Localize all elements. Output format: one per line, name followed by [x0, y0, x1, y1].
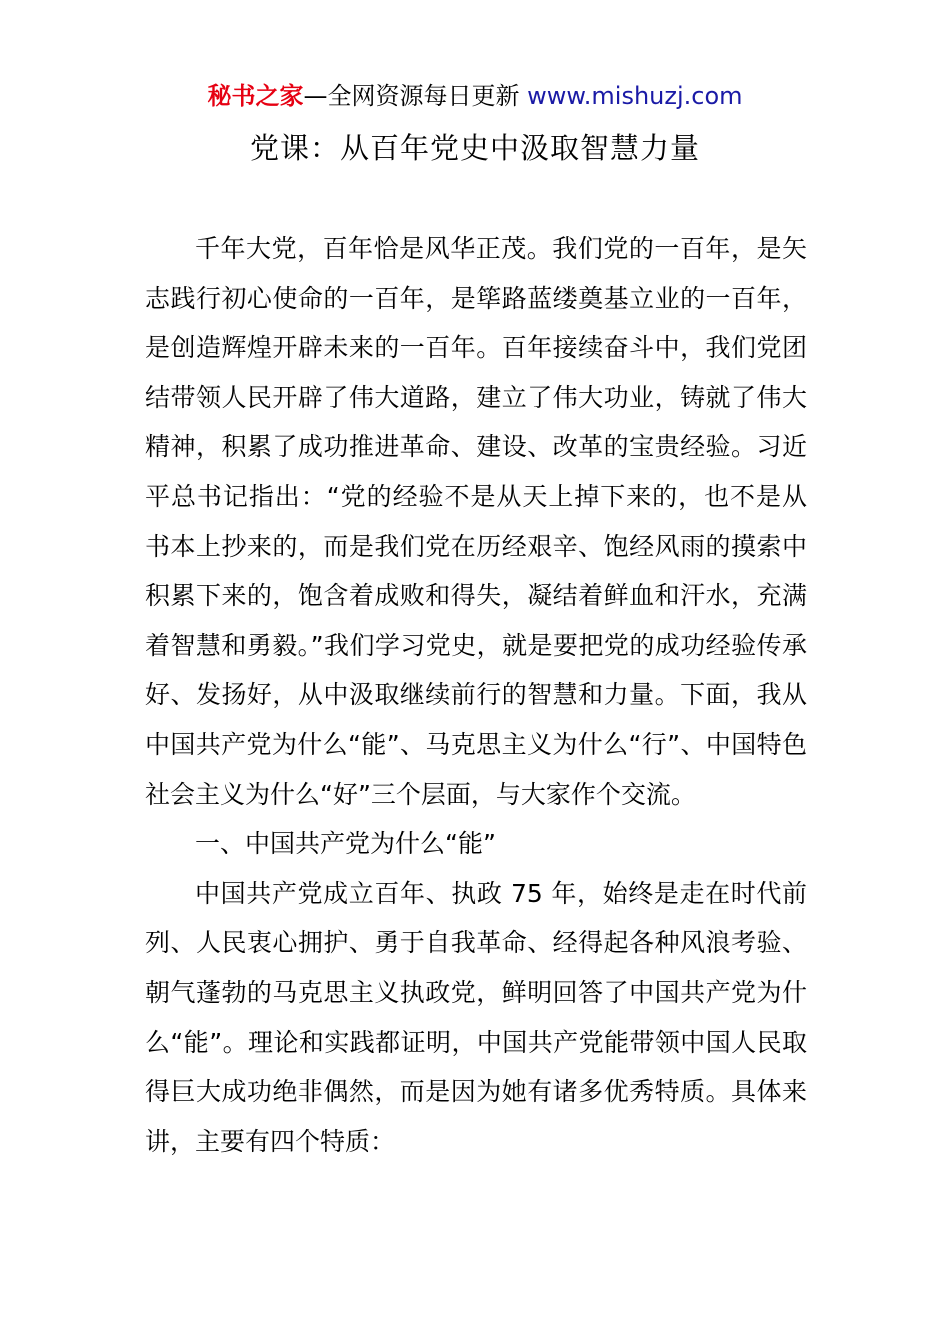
header-tagline: —全网资源每日更新: [303, 82, 520, 110]
section-1-paragraph: 中国共产党成立百年、执政 75 年，始终是走在时代前列、人民衷心拥护、勇于自我革命、经得起各种风浪考验、朝气蓬勃的马克思主义执政党，鲜明回答了中国共产党为什么“能”。理论和实践都证明，中国共产党能带领中国人民取得巨大成功绝非偶然，而是因为她有诸多优秀特质。具体来讲，主要有四个特质：: [145, 878, 807, 1156]
site-url-link[interactable]: www.mishuzj.com: [527, 82, 743, 110]
site-header: [0, 80, 950, 112]
section-heading-1: 一、中国共产党为什么“能”: [195, 829, 496, 859]
document-body: [145, 224, 807, 1166]
brand-name: 秘书之家: [207, 82, 304, 110]
document-title: 党课：从百年党史中汲取智慧力量: [249, 131, 700, 165]
intro-paragraph: 千年大党，百年恰是风华正茂。我们党的一百年，是矢志践行初心使命的一百年，是筚路蓝缕奠基立业的一百年，是创造辉煌开辟未来的一百年。百年接续奋斗中，我们党团结带领人民开辟了伟大道路，建立了伟大功业，铸就了伟大精神，积累了成功推进革命、建设、改革的宝贵经验。习近平总书记指出：“党的经验不是从天上掉下来的，也不是从书本上抄来的，而是我们党在历经艰辛、饱经风雨的摸索中积累下来的，饱含着成败和得失，凝结着鲜血和汗水，充满着智慧和勇毅。”我们学习党史，就是要把党的成功经验传承好、发扬好，从中汲取继续前行的智慧和力量。下面，我从中国共产党为什么“能”、马克思主义为什么“行”、中国特色社会主义为什么“好”三个层面，与大家作个交流。: [145, 234, 807, 809]
